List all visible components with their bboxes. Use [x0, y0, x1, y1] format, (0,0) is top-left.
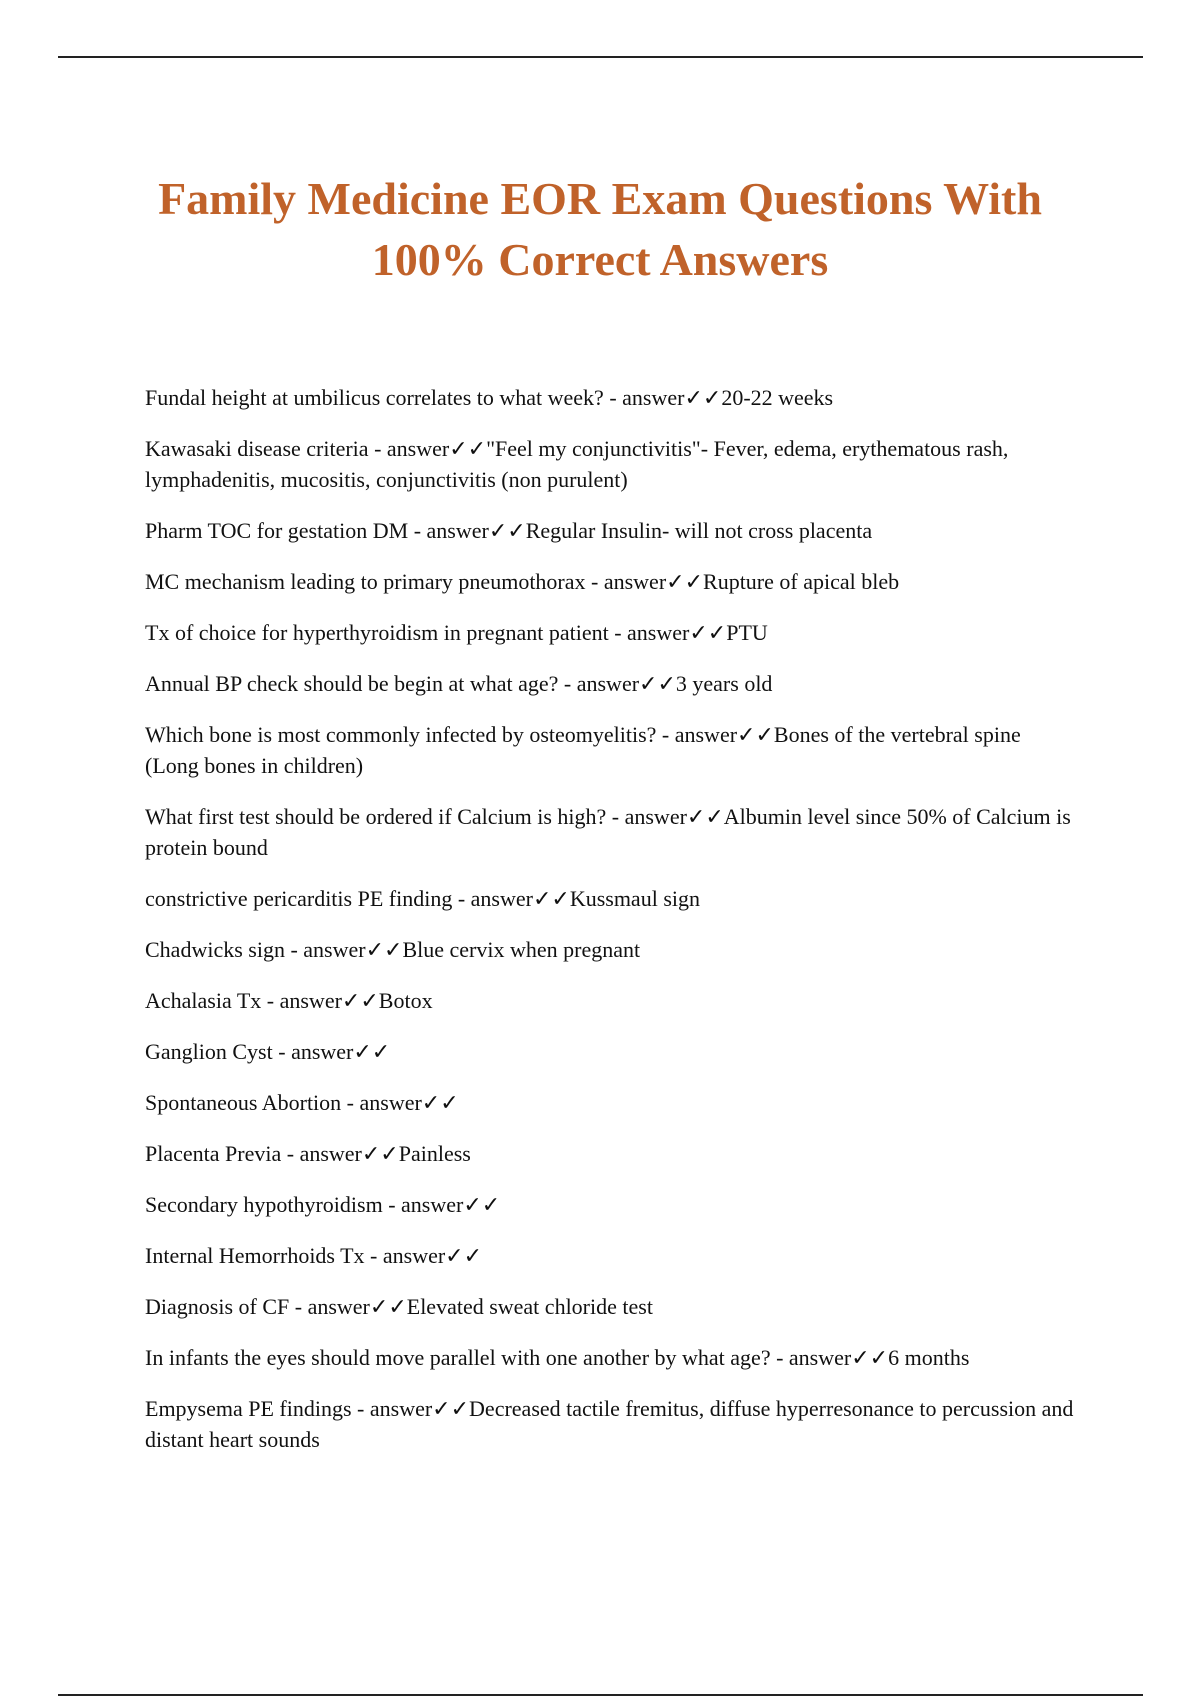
- qa-item: What first test should be ordered if Calcium is high? - answer✓✓Albumin level since 50% of Calcium is protein bound: [145, 804, 1071, 860]
- answer-marker: answer✓✓: [307, 1294, 407, 1319]
- question-text: In infants the eyes should move parallel with one another by what age?: [145, 1345, 771, 1370]
- answer-marker: answer✓✓: [426, 518, 526, 543]
- qa-item: Diagnosis of CF - answer✓✓Elevated sweat chloride test: [145, 1294, 653, 1319]
- answer-text: Bones of the vertebral spine (Long bones in children): [145, 722, 1021, 778]
- question-text: constrictive pericarditis PE finding: [145, 886, 453, 911]
- question-text: Chadwicks sign: [145, 937, 285, 962]
- qa-item: Spontaneous Abortion - answer✓✓: [145, 1090, 459, 1115]
- answer-text: Painless: [398, 1141, 471, 1166]
- question-text: Placenta Previa: [145, 1141, 282, 1166]
- question-text: Secondary hypothyroidism: [145, 1192, 383, 1217]
- qa-item: Pharm TOC for gestation DM - answer✓✓Regular Insulin- will not cross placenta: [145, 518, 873, 543]
- qa-item: Secondary hypothyroidism - answer✓✓: [145, 1192, 501, 1217]
- answer-marker: answer✓✓: [624, 804, 724, 829]
- qa-item: Kawasaki disease criteria - answer✓✓"Feel my conjunctivitis"- Fever, edema, erythematous rash, lymphadenitis, mucositis, conjunctivitis (non purulent): [145, 436, 1009, 492]
- question-text: Fundal height at umbilicus correlates to what week?: [145, 385, 604, 410]
- answer-text: "Feel my conjunctivitis"- Fever, edema, erythematous rash, lymphadenitis, mucositis, conjunctivitis (non purulent): [145, 436, 1009, 492]
- question-text: Tx of choice for hyperthyroidism in pregnant patient: [145, 620, 609, 645]
- answer-text: Rupture of apical bleb: [703, 569, 900, 594]
- answer-text: Kussmaul sign: [569, 886, 700, 911]
- answer-marker: answer✓✓: [470, 886, 570, 911]
- answer-marker: answer✓✓: [369, 1396, 470, 1421]
- qa-item: Tx of choice for hyperthyroidism in pregnant patient - answer✓✓PTU: [145, 620, 768, 645]
- qa-item: Fundal height at umbilicus correlates to what week? - answer✓✓20-22 weeks: [145, 385, 834, 410]
- answer-text: 3 years old: [675, 671, 773, 696]
- qa-item: Chadwicks sign - answer✓✓Blue cervix when pregnant: [145, 937, 641, 962]
- qa-item: Internal Hemorrhoids Tx - answer✓✓: [145, 1243, 483, 1268]
- answer-marker: answer✓✓: [603, 569, 704, 594]
- document-title: Family Medicine EOR Exam Questions With 100% Correct Answers: [158, 173, 1042, 285]
- qa-list: [145, 382, 1075, 1475]
- qa-item: In infants the eyes should move parallel with one another by what age? - answer✓✓6 months: [145, 1345, 970, 1370]
- answer-marker: answer✓✓: [299, 1141, 399, 1166]
- qa-item: constrictive pericarditis PE finding - answer✓✓Kussmaul sign: [145, 886, 700, 911]
- answer-marker: answer✓✓: [303, 937, 403, 962]
- question-text: Kawasaki disease criteria: [145, 436, 369, 461]
- answer-marker: answer✓✓: [622, 385, 722, 410]
- answer-marker: answer✓✓: [576, 671, 676, 696]
- answer-text: 6 months: [888, 1345, 970, 1370]
- answer-marker: answer✓✓: [386, 436, 487, 461]
- answer-text: 20-22 weeks: [721, 385, 834, 410]
- answer-marker: answer✓✓: [788, 1345, 889, 1370]
- answer-marker: answer✓✓: [627, 620, 727, 645]
- bottom-rule: [58, 1694, 1143, 1696]
- question-text: Ganglion Cyst: [145, 1039, 273, 1064]
- answer-text: Decreased tactile fremitus, diffuse hyperresonance to percussion and distant heart sounds: [145, 1396, 1074, 1452]
- qa-item: Which bone is most commonly infected by osteomyelitis? - answer✓✓Bones of the vertebral spine (Long bones in children): [145, 722, 1021, 778]
- answer-text: PTU: [726, 620, 768, 645]
- answer-text: Regular Insulin- will not cross placenta: [525, 518, 873, 543]
- question-text: Achalasia Tx: [145, 988, 262, 1013]
- qa-item: Placenta Previa - answer✓✓Painless: [145, 1141, 471, 1166]
- answer-text: Botox: [378, 988, 433, 1013]
- answer-text: Albumin level since 50% of Calcium is protein bound: [145, 804, 1071, 860]
- question-text: Spontaneous Abortion: [145, 1090, 342, 1115]
- answer-marker: answer✓✓: [279, 988, 379, 1013]
- qa-item: Ganglion Cyst - answer✓✓: [145, 1039, 391, 1064]
- qa-item: Annual BP check should be begin at what age? - answer✓✓3 years old: [145, 671, 773, 696]
- qa-item: Achalasia Tx - answer✓✓Botox: [145, 988, 433, 1013]
- question-text: Pharm TOC for gestation DM: [145, 518, 409, 543]
- answer-text: Elevated sweat chloride test: [406, 1294, 653, 1319]
- question-text: Diagnosis of CF: [145, 1294, 290, 1319]
- answer-text: Blue cervix when pregnant: [402, 937, 641, 962]
- answer-marker: answer✓✓: [291, 1039, 391, 1064]
- question-text: Which bone is most commonly infected by osteomyelitis?: [145, 722, 657, 747]
- answer-marker: answer✓✓: [382, 1243, 483, 1268]
- top-rule: [58, 56, 1143, 58]
- question-text: Empysema PE findings: [145, 1396, 352, 1421]
- answer-marker: answer✓✓: [359, 1090, 459, 1115]
- qa-item: Empysema PE findings - answer✓✓Decreased tactile fremitus, diffuse hyperresonance to percussion and distant heart sounds: [145, 1396, 1074, 1452]
- question-text: MC mechanism leading to primary pneumothorax: [145, 569, 586, 594]
- question-text: Annual BP check should be begin at what age?: [145, 671, 559, 696]
- question-text: What first test should be ordered if Calcium is high?: [145, 804, 607, 829]
- qa-item: MC mechanism leading to primary pneumothorax - answer✓✓Rupture of apical bleb: [145, 569, 900, 594]
- answer-marker: answer✓✓: [674, 722, 774, 747]
- answer-marker: answer✓✓: [401, 1192, 501, 1217]
- question-text: Internal Hemorrhoids Tx: [145, 1243, 365, 1268]
